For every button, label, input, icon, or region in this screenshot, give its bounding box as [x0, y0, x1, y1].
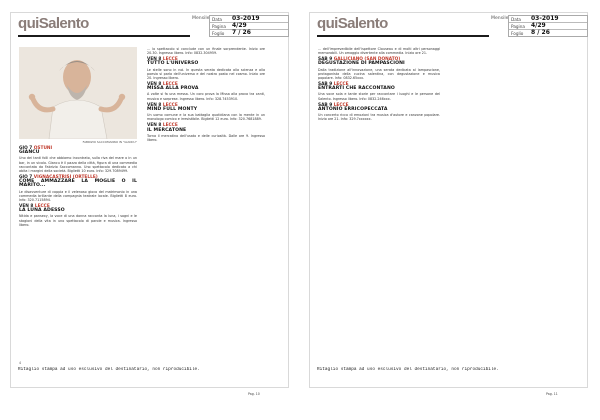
right-footer-notice: Ritaglio stampa ad uso esclusivo del destinatario, non riproducibile. [317, 367, 499, 372]
left-meta-box [209, 15, 289, 37]
event-text: Le disavventure di coppia e il velenoso gioco del matrimonio in una commedia brillante della compagnia teatrale locale. Biglietti 8 euro. Info: 320.7115894. [19, 189, 137, 202]
right-logo: quiSalento [317, 15, 388, 32]
right-logo-rule [317, 35, 489, 37]
event-title: MISSA ALLA PROVA [147, 86, 199, 92]
left-column-2 [147, 47, 265, 144]
event-place: LECCE [333, 102, 349, 108]
meta-value: 4/29 [232, 22, 247, 29]
left-meta-label: Mensile [192, 16, 210, 21]
event-text: ... dell'imprevedibile dell'ispettore Clouseau e di molti altri personaggi memorabili. Un omaggio divertente alla commedia. Inizio ore 21. [318, 47, 440, 56]
event-title: ENTRARTI CHE RACCONTANO [318, 86, 395, 92]
event-text: Torna il mercatino dell'usato e delle curiosità. Dalle ore 9. Ingresso libero. [147, 133, 265, 142]
photo-caption: FABRIZIO SACCOMANNO IN "GIANCU" [82, 140, 137, 144]
meta-value: 4/29 [531, 22, 546, 29]
event-place: LECCE [162, 82, 178, 88]
left-footer-notice: Ritaglio stampa ad uso esclusivo del destinatario, non riproducibile. [18, 367, 200, 372]
event-title: COME AMMAZZARE LA MOGLIE O IL MARITO... [19, 179, 137, 189]
left-meta-row [210, 16, 288, 23]
left-meta-row [210, 30, 288, 36]
event-day-text: VEN 8 [147, 123, 162, 129]
event-title: ANTONIO ERRICOPECCATA [318, 106, 388, 112]
meta-value: 03-2019 [531, 15, 559, 22]
event-place: GALLICIANO (SAN DONATO) [333, 57, 401, 63]
event-text: Uno dei tanti folli che abbiamo incontrato, sulla riva del mare o in un bar, in un vicolo. Giancu è il pazzo della città, figura di una commedia raccontata da Fabrizio Saccomanno. Uno spettacolo dedicato a chi abita i margini della società. Biglietti 10 euro. Info: 329.7089499. [19, 156, 137, 173]
left-column-1 [19, 47, 137, 229]
event-text: Nitida e pansexy, la voce di una donna racconta la luna, i sogni e le stagioni della vita in uno spettacolo di parole e musica. Ingresso libero. [19, 214, 137, 227]
event-place: LECCE [162, 57, 178, 63]
right-meta-box [508, 15, 588, 37]
right-page [309, 12, 588, 388]
event-day-text: VEN 8 [147, 102, 162, 108]
event-day-text: SAB 9 [318, 82, 333, 88]
left-logo: quiSalento [18, 15, 89, 32]
right-meta-row [509, 30, 587, 36]
meta-value: 7 / 26 [232, 29, 251, 36]
meta-value: 8 / 26 [531, 29, 550, 36]
event-title: LA LUNA ADESSO [19, 208, 65, 214]
portrait-illustration [19, 47, 137, 139]
article-photo [19, 47, 137, 139]
event-place: LECCE [333, 82, 349, 88]
left-header [11, 13, 288, 41]
event-text: Un concerto ricco di emozioni tra musica d'autore e canzone popolare. Inizio ore 21. Info: 329.7xxxxxx. [318, 113, 440, 122]
event-place: LECCE [162, 123, 178, 129]
meta-key: Foglio [511, 30, 524, 36]
left-folio: 4 [19, 361, 22, 365]
event-day-text: SAB 9 [318, 57, 333, 63]
event-text: A volte si fa una messa. Un coro prova la Missa alla prova tra canti, musica e sorprese. Ingresso libero. Info: 328.7453910. [147, 92, 265, 101]
right-page-number: Pag. 11 [546, 392, 558, 396]
event-text: Una voce sola e tante storie per raccontare i luoghi e le persone del Salento. Ingresso libero. Info: 0832.246xxx. [318, 92, 440, 101]
meta-key: Pagina [212, 23, 226, 29]
event-title: TUTTO L'UNIVERSO [147, 61, 199, 67]
right-header [310, 13, 587, 41]
event-day-text: VEN 8 [19, 204, 34, 210]
meta-key: Pagina [511, 23, 525, 29]
event-place: VIGNACASTRISI (ORTELLE) [33, 175, 98, 181]
event-title: IL MERCATONE [147, 127, 187, 133]
event-place: LECCE [162, 102, 178, 108]
right-meta-label: Mensile [491, 16, 509, 21]
event-place: OSTUNI [33, 146, 53, 152]
event-day-text: GIO 7 [19, 146, 33, 152]
right-column-1 [318, 47, 440, 123]
left-logo-rule [18, 35, 190, 37]
left-page-number: Pag. 10 [248, 392, 260, 396]
meta-key: Data [212, 16, 222, 22]
event-title: MIND FULL MONTY [147, 106, 198, 112]
event-title: GIANCU [19, 150, 40, 156]
meta-key: Foglio [212, 30, 225, 36]
event-text: Dalla tradizione all'innovazione, una serata dedicata al lampascione, protagonista della cucina salentina, con degustazione e musica popolare. Info: 0832.65xxx. [318, 67, 440, 80]
right-meta-row [509, 16, 587, 23]
event-text: Le stelle sono in noi. In questa serata dedicata alla scienza e alla poesia si parla dell'universo e del nostro posto nel cosmo. Inizio ore 20. Ingresso libero. [147, 67, 265, 80]
meta-key: Data [511, 16, 521, 22]
event-day-text: GIO 7 [19, 175, 33, 181]
left-page [10, 12, 289, 388]
event-day-text: VEN 8 [147, 57, 162, 63]
event-title: DEGUSTAZIONE DI PAMPASCIONI [318, 61, 405, 67]
event-place: LECCE [34, 204, 50, 210]
event-text: Un uomo comune e la sua battaglia quotidiana con la mente in un monologo comico e irresistibile. Biglietti 12 euro. Info: 320.7681889. [147, 113, 265, 122]
meta-value: 03-2019 [232, 15, 260, 22]
event-day-text: SAB 9 [318, 102, 333, 108]
event-text: ... lo spettacolo si conclude con un finale sorprendente. Inizio ore 20.30. Ingresso libero. Info: 0832.304959. [147, 47, 265, 56]
event-day-text: VEN 8 [147, 82, 162, 88]
